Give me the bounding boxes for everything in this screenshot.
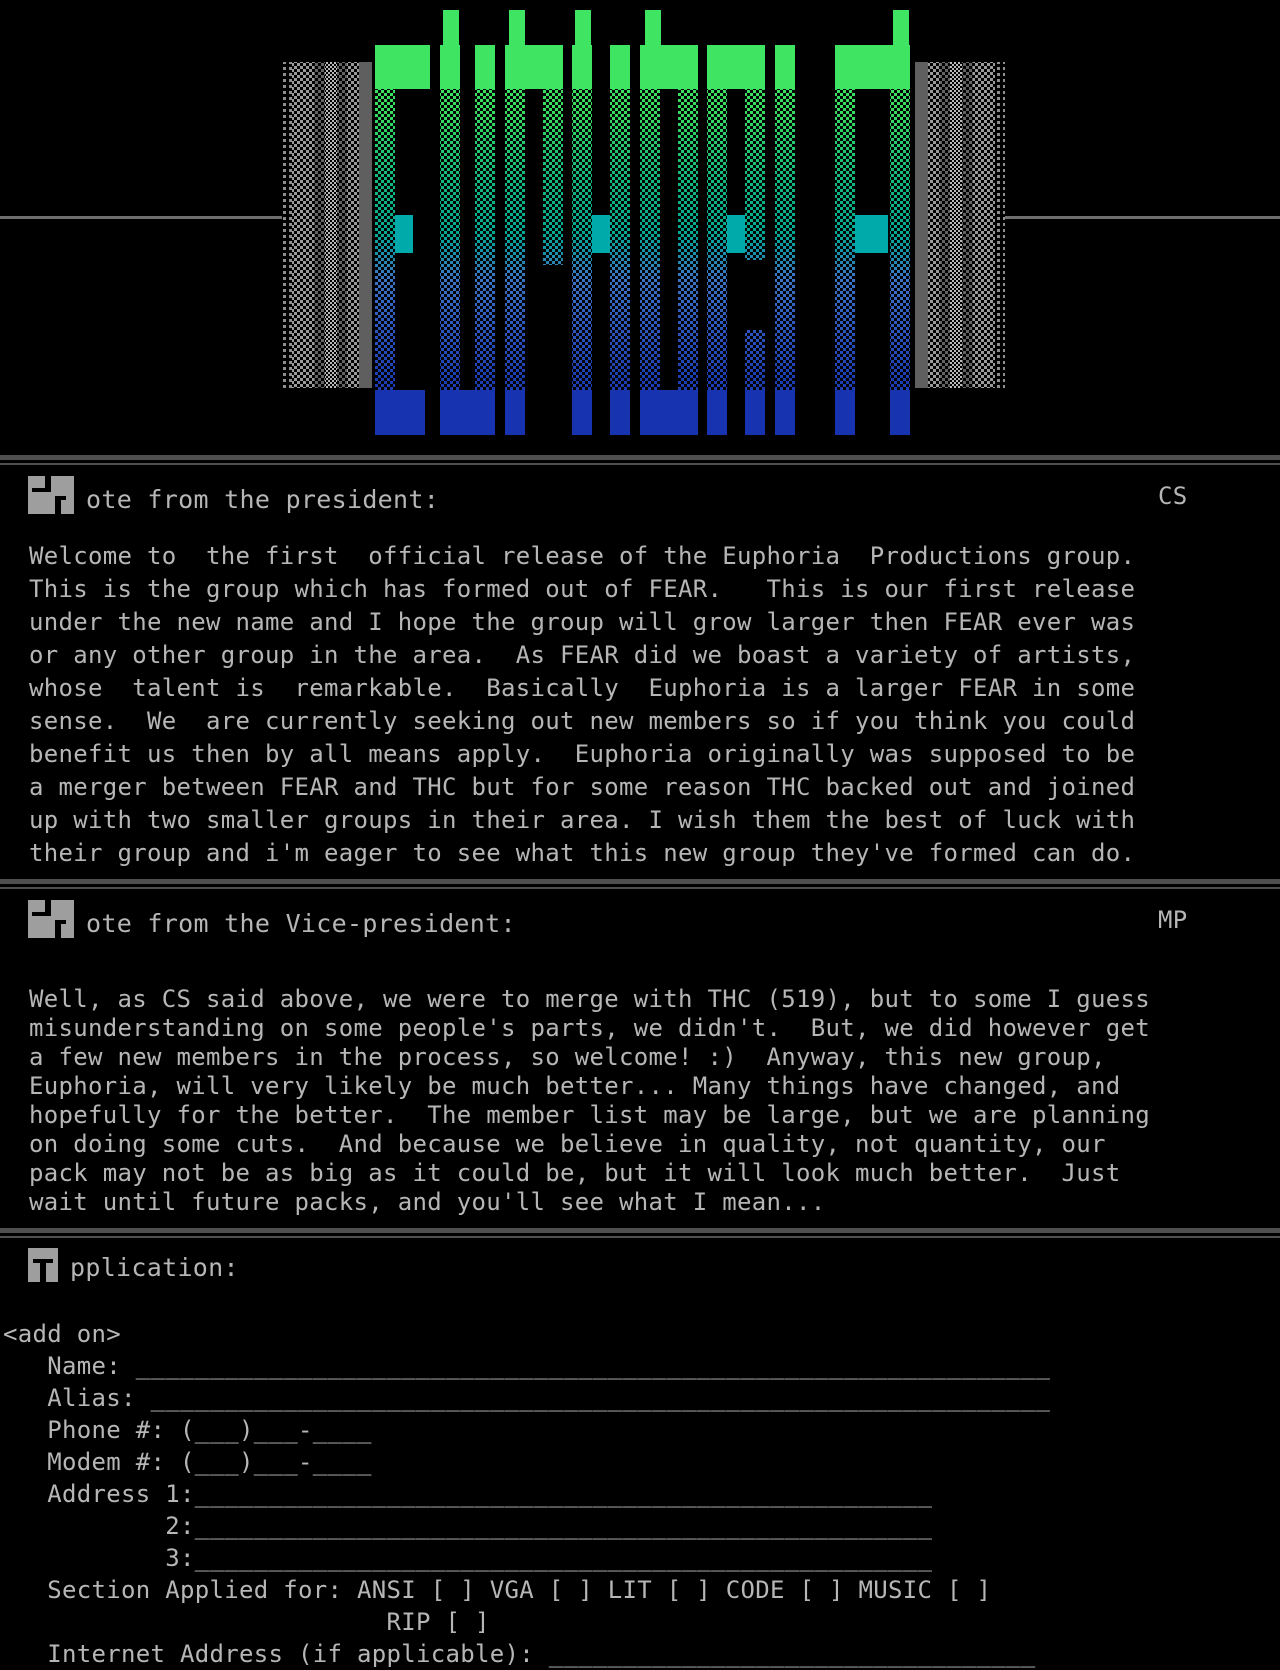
text-line: their group and i'm eager to see what this new group they've formed can do. — [29, 839, 1136, 867]
dropcap-n-icon — [28, 476, 74, 514]
text-line: Welcome to the first official release of the Euphoria Productions group. — [29, 542, 1136, 570]
text-line: on doing some cuts. And because we believe in quality, not quantity, our — [29, 1130, 1106, 1158]
dropcap-n-icon — [28, 900, 74, 938]
application-form — [3, 1318, 1050, 1670]
letter-caps — [375, 10, 910, 89]
separator-line — [0, 1236, 1280, 1238]
text-line: whose talent is remarkable. Basically Euphoria is a larger FEAR in some — [29, 674, 1136, 702]
separator-line — [0, 455, 1280, 460]
text-line: or any other group in the area. As FEAR did we boast a variety of artists, — [29, 641, 1136, 669]
vice-president-header — [28, 900, 516, 938]
separator-line — [0, 1228, 1280, 1233]
form-line-sections: Section Applied for: ANSI [ ] VGA [ ] LIT [ ] CODE [ ] MUSIC [ ] — [3, 1576, 992, 1604]
text-line: up with two smaller groups in their area. I wish them the best of luck with — [29, 806, 1136, 834]
text-line: pack may not be as big as it could be, but it will look much better. Just — [29, 1159, 1121, 1187]
text-line: benefit us then by all means apply. Euphoria originally was supposed to be — [29, 740, 1136, 768]
form-line-alias: Alias: _____________________________________________________________ — [3, 1384, 1051, 1412]
vice-president-initials: MP — [1158, 906, 1188, 934]
form-line-modem: Modem #: (___)___-____ — [3, 1448, 372, 1476]
dropcap-a-icon — [28, 1248, 58, 1282]
euphoria-logo — [0, 0, 1280, 437]
section-title: ote from the Vice-president: — [86, 909, 516, 938]
text-line: Euphoria, will very likely be much better... Many things have changed, and — [29, 1072, 1121, 1100]
text-line: hopefully for the better. The member list may be large, but we are planning — [29, 1101, 1150, 1129]
vice-president-paragraph — [29, 985, 1150, 1217]
form-line-address2: 2:__________________________________________________ — [3, 1512, 933, 1540]
left-dither-columns — [282, 62, 372, 388]
separator-line — [0, 887, 1280, 889]
section-title: ote from the president: — [86, 485, 440, 514]
form-line-add-on: <add on> — [3, 1320, 121, 1348]
form-line-phone: Phone #: (___)___-____ — [3, 1416, 372, 1444]
separator-line — [0, 463, 1280, 465]
form-line-address3: 3:__________________________________________________ — [3, 1544, 933, 1572]
text-line: Well, as CS said above, we were to merge with THC (519), but to some I guess — [29, 985, 1150, 1013]
section-title: pplication: — [70, 1253, 239, 1282]
text-line: wait until future packs, and you'll see what I mean... — [29, 1188, 826, 1216]
president-header — [28, 476, 439, 514]
form-line-address1: Address 1:__________________________________________________ — [3, 1480, 933, 1508]
form-line-rip: RIP [ ] — [3, 1608, 490, 1636]
form-line-name: Name: ______________________________________________________________ — [3, 1352, 1051, 1380]
form-line-internet: Internet Address (if applicable): _________________________________ — [3, 1640, 1036, 1668]
president-initials: CS — [1158, 482, 1188, 510]
application-header — [28, 1248, 239, 1282]
text-line: under the new name and I hope the group will grow larger then FEAR ever was — [29, 608, 1136, 636]
text-line: This is the group which has formed out of FEAR. This is our first release — [29, 575, 1136, 603]
letter-dither-overlay — [375, 45, 910, 435]
text-line: misunderstanding on some people's parts, we didn't. But, we did however get — [29, 1014, 1150, 1042]
text-line: a few new members in the process, so welcome! :) Anyway, this new group, — [29, 1043, 1106, 1071]
right-dither-columns — [915, 62, 1005, 388]
text-line: a merger between FEAR and THC but for some reason THC backed out and joined — [29, 773, 1136, 801]
text-line: sense. We are currently seeking out new members so if you think you could — [29, 707, 1136, 735]
president-paragraph — [29, 540, 1135, 870]
separator-line — [0, 879, 1280, 884]
letter-feet — [375, 390, 910, 435]
